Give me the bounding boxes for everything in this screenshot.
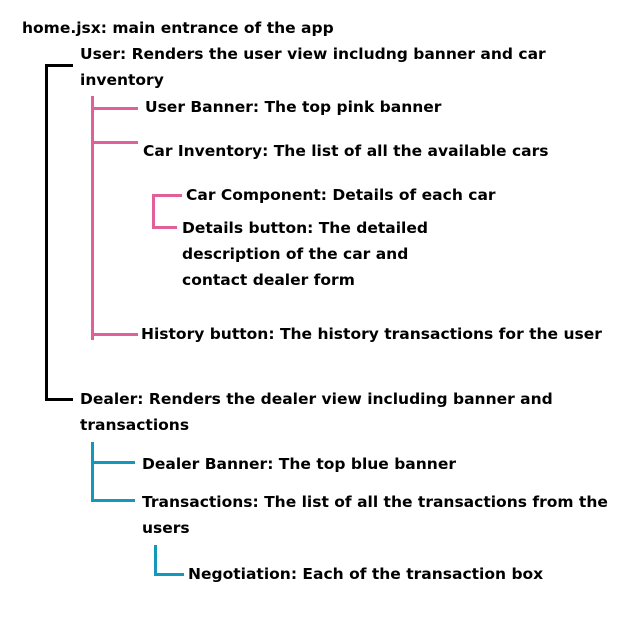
root-connector-vertical <box>45 64 48 401</box>
transactions-connector-to-negotiation <box>154 573 184 576</box>
user-node-line1: User: Renders the user view includng banner and car <box>80 45 546 63</box>
transactions-node-line2: users <box>142 519 190 537</box>
details-button-node-line3: contact dealer form <box>182 271 355 289</box>
root-connector-to-dealer <box>45 398 73 401</box>
dealer-connector-vertical <box>91 442 94 502</box>
details-button-node-line2: description of the car and <box>182 245 409 263</box>
dealer-banner-node: Dealer Banner: The top blue banner <box>142 455 456 473</box>
dealer-connector-to-transactions <box>91 499 135 502</box>
inventory-connector-to-details <box>152 226 177 229</box>
car-component-node: Car Component: Details of each car <box>186 186 496 204</box>
user-banner-node: User Banner: The top pink banner <box>145 98 442 116</box>
user-connector-to-banner <box>91 107 138 110</box>
transactions-node-line1: Transactions: The list of all the transactions from the <box>142 493 608 511</box>
root-connector-to-user <box>45 64 73 67</box>
transactions-connector-vertical <box>154 545 157 576</box>
user-connector-to-inventory <box>91 141 138 144</box>
user-connector-vertical <box>91 96 94 340</box>
dealer-connector-to-banner <box>91 461 135 464</box>
history-button-node: History button: The history transactions for the user <box>141 325 602 343</box>
details-button-node-line1: Details button: The detailed <box>182 219 428 237</box>
car-inventory-node: Car Inventory: The list of all the available cars <box>143 142 549 160</box>
inventory-connector-vertical <box>152 194 155 229</box>
user-node-line2: inventory <box>80 71 164 89</box>
user-connector-to-history <box>91 333 138 336</box>
root-node: home.jsx: main entrance of the app <box>22 19 334 37</box>
inventory-connector-to-car-component <box>152 194 182 197</box>
dealer-node-line2: transactions <box>80 416 190 434</box>
dealer-node-line1: Dealer: Renders the dealer view including banner and <box>80 390 553 408</box>
negotiation-node: Negotiation: Each of the transaction box <box>188 565 544 583</box>
